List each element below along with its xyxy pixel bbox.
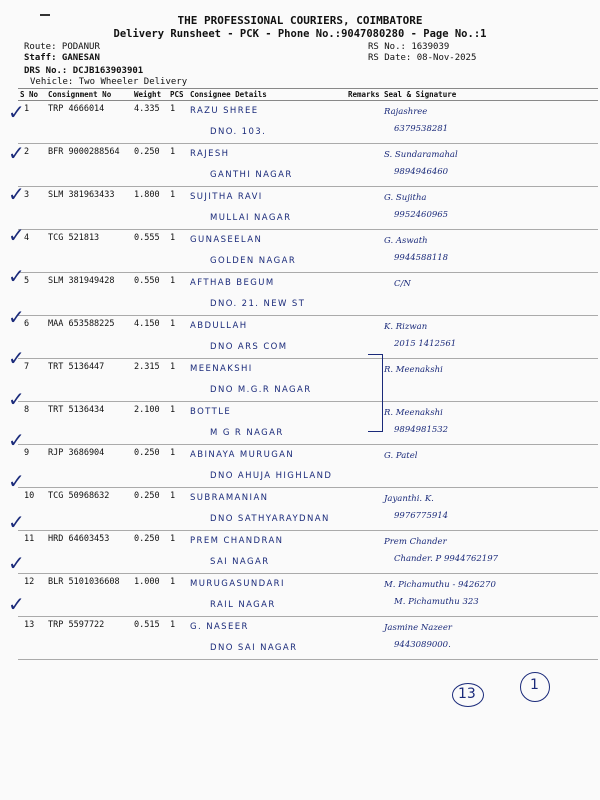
signature-cell	[382, 617, 598, 660]
pcs-cell: 1	[168, 273, 188, 316]
weight-cell: 2.100	[132, 402, 168, 445]
pcs-cell: 1	[168, 316, 188, 359]
consignee-address: GANTHI NAGAR	[210, 170, 293, 180]
pcs-cell: 1	[168, 359, 188, 402]
signature-cell	[382, 273, 598, 316]
signature-phone: C/N	[394, 279, 411, 289]
consignee-name: SUBRAMANIAN	[190, 493, 269, 503]
sno-cell: 9	[18, 445, 46, 488]
signature-line: R. Meenakshi	[384, 365, 443, 375]
remarks-cell	[346, 316, 382, 359]
consignment-cell: TCG 50968632	[46, 488, 132, 531]
remarks-cell	[346, 144, 382, 187]
consignment-cell: TRP 5597722	[46, 617, 132, 660]
check-mark-icon: ✓	[8, 305, 25, 329]
sno-cell: 3	[18, 187, 46, 230]
weight-cell: 0.555	[132, 230, 168, 273]
consignee-name: MURUGASUNDARI	[190, 579, 285, 589]
consignee-cell	[188, 144, 346, 187]
consignee-cell	[188, 574, 346, 617]
sno-cell: 1	[18, 101, 46, 144]
pcs-cell: 1	[168, 230, 188, 273]
remarks-cell	[346, 617, 382, 660]
table-row	[18, 101, 598, 144]
signature-cell	[382, 574, 598, 617]
table-row	[18, 230, 598, 273]
consignment-cell: SLM 381949428	[46, 273, 132, 316]
company-title: THE PROFESSIONAL COURIERS, COIMBATORE	[177, 14, 423, 27]
consignee-name: AFTHAB BEGUM	[190, 278, 275, 288]
signature-line: Prem Chander	[384, 537, 447, 547]
table-header-row	[18, 89, 598, 101]
consignee-cell	[188, 316, 346, 359]
col-consignment: Consignment No	[46, 89, 132, 101]
signature-line: M. Pichamuthu - 9426270	[384, 580, 496, 590]
route-label: Route: PODANUR	[24, 42, 100, 52]
weight-cell: 0.250	[132, 445, 168, 488]
consignee-address: DNO. 103.	[210, 127, 267, 137]
sno-cell: 4	[18, 230, 46, 273]
consignee-cell	[188, 531, 346, 574]
consignee-address: DNO ARS COM	[210, 342, 288, 352]
consignee-name: RAZU SHREE	[190, 106, 259, 116]
remarks-cell	[346, 187, 382, 230]
signature-phone: 9443089000.	[394, 640, 451, 650]
signature-line: G. Sujitha	[384, 193, 427, 203]
weight-cell: 0.250	[132, 144, 168, 187]
signature-line: Rajashree	[384, 107, 428, 117]
grouping-bracket	[368, 354, 383, 432]
remarks-cell	[346, 101, 382, 144]
consignee-address: MULLAI NAGAR	[210, 213, 292, 223]
sno-cell: 10	[18, 488, 46, 531]
weight-cell: 0.250	[132, 531, 168, 574]
pcs-cell: 1	[168, 617, 188, 660]
signature-cell	[382, 101, 598, 144]
sno-cell: 7	[18, 359, 46, 402]
signature-cell	[382, 359, 598, 402]
consignment-cell: TRP 4666014	[46, 101, 132, 144]
check-mark-icon: ✓	[8, 223, 25, 247]
table-row	[18, 187, 598, 230]
weight-cell: 4.150	[132, 316, 168, 359]
check-mark-icon: ✓	[8, 469, 25, 493]
signature-cell	[382, 187, 598, 230]
rs-number: RS No.: 1639039	[368, 42, 450, 52]
signature-line: R. Meenakshi	[384, 408, 443, 418]
weight-cell: 4.335	[132, 101, 168, 144]
check-mark-icon: ✓	[8, 100, 25, 124]
weight-cell: 2.315	[132, 359, 168, 402]
consignee-cell	[188, 273, 346, 316]
consignment-cell: SLM 381963433	[46, 187, 132, 230]
signature-line: S. Sundaramahal	[384, 150, 458, 160]
consignee-name: GUNASEELAN	[190, 235, 263, 245]
remarks-cell	[346, 531, 382, 574]
col-signature: Seal & Signature	[382, 89, 598, 101]
weight-cell: 0.250	[132, 488, 168, 531]
signature-cell	[382, 316, 598, 359]
signature-phone: Chander. P 9944762197	[394, 554, 499, 564]
signature-phone: 6379538281	[394, 124, 449, 134]
table-row	[18, 273, 598, 316]
remarks-cell	[346, 445, 382, 488]
consignee-address: DNO SAI NAGAR	[210, 643, 298, 653]
table-row	[18, 531, 598, 574]
consignee-name: PREM CHANDRAN	[190, 536, 284, 546]
check-mark-icon: ✓	[8, 387, 25, 411]
pcs-cell: 1	[168, 144, 188, 187]
consignment-cell: TRT 5136434	[46, 402, 132, 445]
sno-cell: 13	[18, 617, 46, 660]
check-mark-icon: ✓	[8, 264, 25, 288]
consignee-name: G. NASEER	[190, 622, 249, 632]
check-mark-icon: ✓	[8, 182, 25, 206]
consignee-cell	[188, 101, 346, 144]
signature-phone: 2015 1412561	[394, 339, 457, 349]
consignee-address: SAI NAGAR	[210, 557, 270, 567]
consignee-cell	[188, 617, 346, 660]
signature-line: Jayanthi. K.	[384, 494, 434, 504]
signature-cell	[382, 531, 598, 574]
consignment-cell: BFR 9000288564	[46, 144, 132, 187]
check-mark-icon: ✓	[8, 346, 25, 370]
vehicle-label: Vehicle: Two Wheeler Delivery	[30, 77, 188, 87]
consignment-cell: RJP 3686904	[46, 445, 132, 488]
sno-cell: 8	[18, 402, 46, 445]
col-weight: Weight	[132, 89, 168, 101]
signature-line: K. Rizwan	[384, 322, 428, 332]
consignment-cell: MAA 653588225	[46, 316, 132, 359]
consignment-cell: TCG 521813	[46, 230, 132, 273]
weight-cell: 1.800	[132, 187, 168, 230]
check-mark-icon: ✓	[8, 141, 25, 165]
sno-cell: 2	[18, 144, 46, 187]
remarks-cell	[346, 488, 382, 531]
signature-cell	[382, 402, 598, 445]
pcs-cell: 1	[168, 402, 188, 445]
pcs-cell: 1	[168, 574, 188, 617]
pcs-cell: 1	[168, 187, 188, 230]
consignee-address: DNO. 21. NEW ST	[210, 299, 306, 309]
runsheet-title: Delivery Runsheet - PCK - Phone No.:9047080280 - Page No.:1	[113, 28, 487, 40]
consignee-address: GOLDEN NAGAR	[210, 256, 297, 266]
pcs-cell: 1	[168, 488, 188, 531]
consignee-name: SUJITHA RAVI	[190, 192, 263, 202]
consignee-name: RAJESH	[190, 149, 230, 159]
consignee-address: RAIL NAGAR	[210, 600, 276, 610]
consignee-address: M G R NAGAR	[210, 428, 284, 438]
table-row	[18, 316, 598, 359]
consignee-name: ABINAYA MURUGAN	[190, 450, 295, 460]
signature-line: G. Patel	[384, 451, 418, 461]
signature-phone: 9894946460	[394, 167, 449, 177]
table-row	[18, 617, 598, 660]
signature-line: Jasmine Nazeer	[384, 623, 452, 633]
rs-date: RS Date: 08-Nov-2025	[368, 53, 477, 63]
table-row	[18, 144, 598, 187]
consignee-cell	[188, 445, 346, 488]
col-sno: S No	[18, 89, 46, 101]
col-remarks: Remarks	[346, 89, 382, 101]
table-row	[18, 402, 598, 445]
consignment-cell: BLR 5101036608	[46, 574, 132, 617]
consignee-cell	[188, 230, 346, 273]
table-row	[18, 574, 598, 617]
consignee-address: DNO M.G.R NAGAR	[210, 385, 312, 395]
staff-label: Staff: GANESAN	[24, 53, 100, 63]
table-row	[18, 359, 598, 402]
check-mark-icon: ✓	[8, 510, 25, 534]
signature-phone: 9976775914	[394, 511, 449, 521]
signature-cell	[382, 144, 598, 187]
pcs-cell: 1	[168, 531, 188, 574]
consignee-cell	[188, 402, 346, 445]
signature-line: G. Aswath	[384, 236, 428, 246]
col-consignee: Consignee Details	[188, 89, 346, 101]
pcs-cell: 1	[168, 445, 188, 488]
col-pcs: PCS	[168, 89, 188, 101]
remarks-cell	[346, 574, 382, 617]
consignee-address: DNO AHUJA HIGHLAND	[210, 471, 333, 481]
pcs-cell: 1	[168, 101, 188, 144]
check-mark-icon: ✓	[8, 592, 25, 616]
sno-cell: 5	[18, 273, 46, 316]
consignee-name: BOTTLE	[190, 407, 232, 417]
consignee-address: DNO SATHYARAYDNAN	[210, 514, 330, 524]
consignee-cell	[188, 359, 346, 402]
drs-label: DRS No.: DCJB163903901	[24, 66, 144, 76]
table-row	[18, 488, 598, 531]
consignment-cell: TRT 5136447	[46, 359, 132, 402]
page-count: 1	[530, 677, 539, 693]
consignment-cell: HRD 64603453	[46, 531, 132, 574]
consignee-cell	[188, 187, 346, 230]
sno-cell: 11	[18, 531, 46, 574]
runsheet-table	[18, 88, 598, 660]
total-count: 13	[458, 686, 476, 702]
signature-cell	[382, 445, 598, 488]
consignee-name: ABDULLAH	[190, 321, 248, 331]
signature-phone: 9952460965	[394, 210, 449, 220]
signature-phone: M. Pichamuthu 323	[394, 597, 479, 607]
signature-phone: 9894981532	[394, 425, 449, 435]
consignee-name: MEENAKSHI	[190, 364, 253, 374]
sno-cell: 6	[18, 316, 46, 359]
table-row	[18, 445, 598, 488]
remarks-cell	[346, 273, 382, 316]
sno-cell: 12	[18, 574, 46, 617]
weight-cell: 0.550	[132, 273, 168, 316]
weight-cell: 1.000	[132, 574, 168, 617]
consignee-cell	[188, 488, 346, 531]
signature-cell	[382, 230, 598, 273]
check-mark-icon: ✓	[8, 428, 25, 452]
signature-phone: 9944588118	[394, 253, 449, 263]
check-mark-icon: ✓	[8, 551, 25, 575]
signature-cell	[382, 488, 598, 531]
weight-cell: 0.515	[132, 617, 168, 660]
remarks-cell	[346, 230, 382, 273]
